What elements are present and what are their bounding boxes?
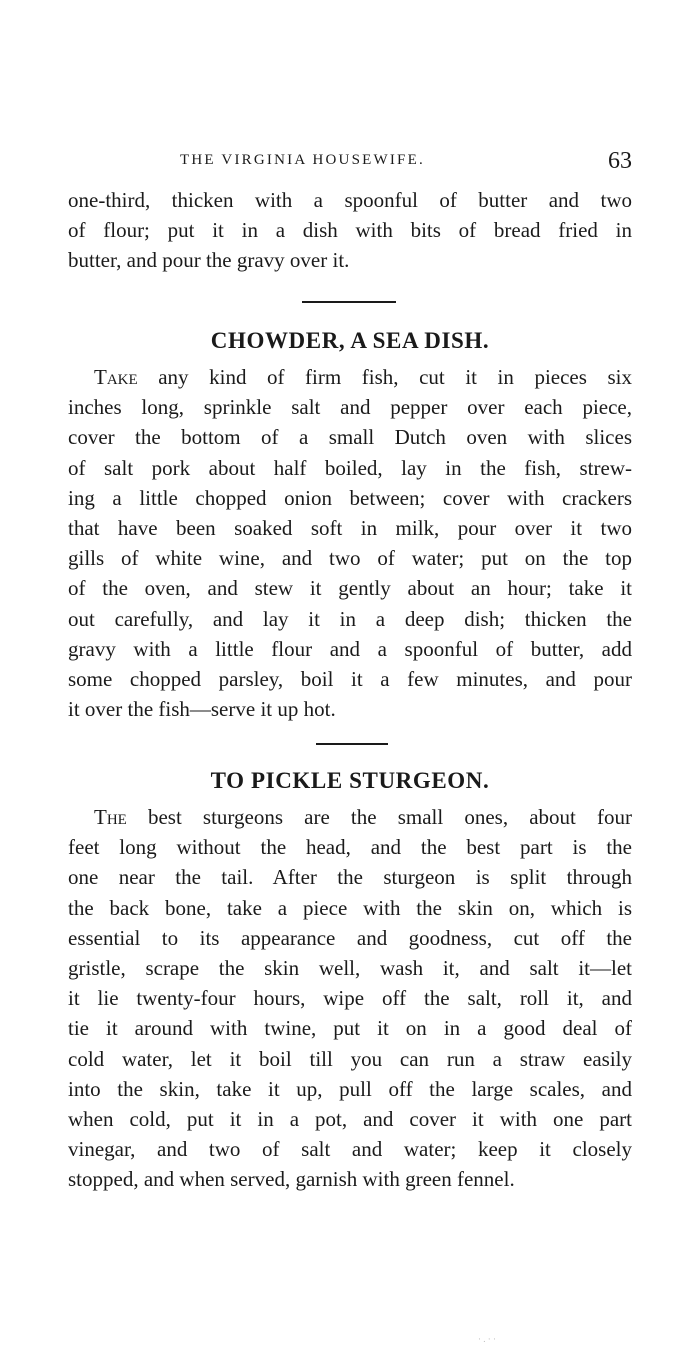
text-line: stopped, and when served, garnish with green fennel.: [68, 1167, 515, 1192]
text-line: of salt pork about half boiled, lay in the fish, strew-: [68, 455, 632, 480]
recipe-title-sturgeon: TO PICKLE STURGEON.: [210, 768, 490, 793]
text-line: cold water, let it boil till you can run a straw easily: [68, 1046, 632, 1071]
recipe-body-chowder: [68, 362, 632, 724]
text-line: vinegar, and two of salt and water; keep it closely: [68, 1137, 632, 1162]
text-line: ing a little chopped onion between; cover with crackers: [68, 485, 632, 510]
drop-word: The: [94, 805, 127, 829]
text-line: of the oven, and stew it gently about an hour; take it: [68, 576, 632, 601]
text-line: one near the tail. After the sturgeon is split through: [68, 865, 632, 890]
drop-word: Take: [94, 365, 138, 389]
continuation-paragraph: [68, 185, 632, 276]
text-line: the back bone, take a piece with the skin on, which is: [68, 895, 632, 920]
text-line: it over the fish—serve it up hot.: [68, 697, 336, 722]
section-divider: [302, 301, 396, 303]
text-line: some chopped parsley, boil it a few minutes, and pour: [68, 667, 632, 692]
text-line: when cold, put it in a pot, and cover it with one part: [68, 1107, 632, 1132]
text-line: essential to its appearance and goodness, cut off the: [68, 925, 632, 950]
section-divider: [316, 743, 388, 745]
text-line: butter, and pour the gravy over it.: [68, 248, 350, 273]
text-line: into the skin, take it up, pull off the large scales, and: [68, 1076, 632, 1101]
text-line: of flour; put it in a dish with bits of bread fried in: [68, 218, 632, 243]
text-line: that have been soaked soft in milk, pour over it two: [68, 516, 632, 541]
recipe-body-sturgeon: [68, 802, 632, 1195]
page-number: 63: [608, 148, 632, 174]
text-line: it lie twenty-four hours, wipe off the salt, roll it, and: [68, 986, 632, 1011]
text-line: cover the bottom of a small Dutch oven with slices: [68, 425, 632, 450]
text-line: inches long, sprinkle salt and pepper over each piece,: [68, 395, 632, 420]
running-head: THE VIRGINIA HOUSEWIFE.: [180, 152, 425, 168]
text-line: gills of white wine, and two of water; put on the top: [68, 546, 632, 571]
text-line: gristle, scrape the skin well, wash it, and salt it—let: [68, 956, 632, 981]
text-line: one-third, thicken with a spoonful of butter and two: [68, 188, 632, 212]
text-line: feet long without the head, and the best part is the: [68, 835, 632, 860]
line-text: best sturgeons are the small ones, about four: [126, 805, 632, 829]
print-smudge: · . · ·: [478, 1334, 496, 1344]
recipe-title-chowder: CHOWDER, A SEA DISH.: [210, 328, 490, 353]
text-line: gravy with a little flour and a spoonful of butter, add: [68, 636, 632, 661]
text-line: out carefully, and lay it in a deep dish; thicken the: [68, 606, 632, 631]
text-line: tie it around with twine, put it on in a good deal of: [68, 1016, 632, 1041]
line-text: any kind of firm fish, cut it in pieces six: [137, 365, 632, 389]
page-header: [68, 148, 632, 180]
text-line: [68, 362, 632, 392]
text-line: [68, 802, 632, 832]
